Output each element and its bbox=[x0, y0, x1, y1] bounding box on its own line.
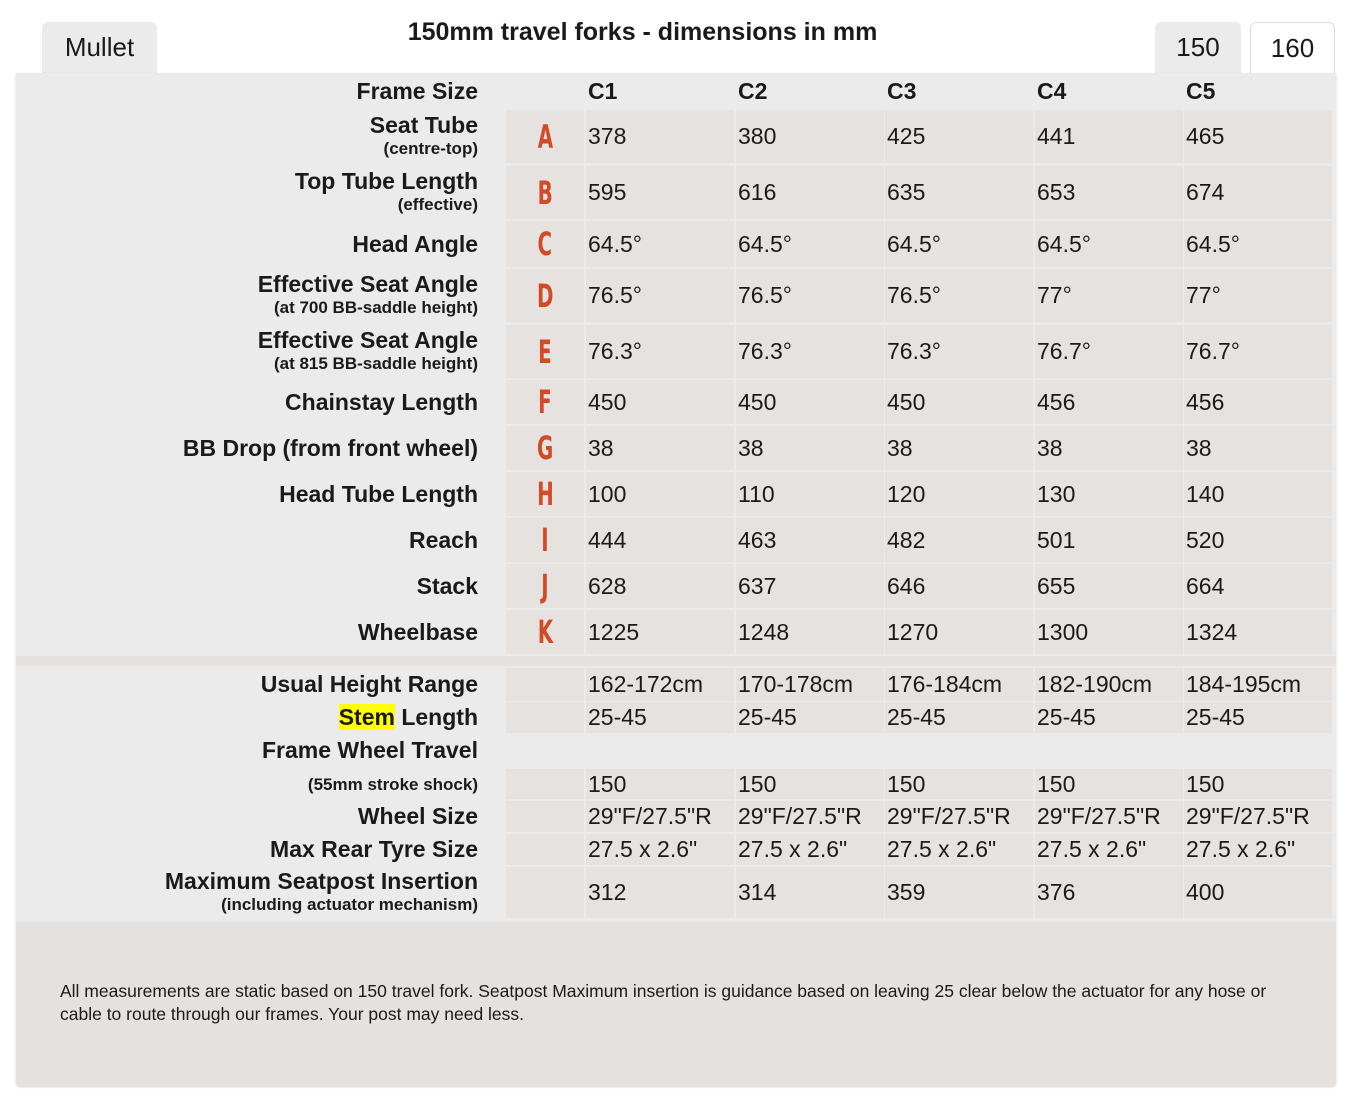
travel-c2: 150 bbox=[736, 769, 884, 799]
letter-spacer bbox=[506, 702, 584, 733]
tyre-c1: 27.5 x 2.6" bbox=[586, 834, 734, 865]
value-cell-c5: 38 bbox=[1184, 426, 1332, 470]
value-cell-c2: 64.5° bbox=[736, 221, 884, 267]
row-label-main: Effective Seat Angle bbox=[257, 271, 478, 297]
dimension-letter: C bbox=[537, 225, 553, 263]
row-label-sub: (at 700 BB-saddle height) bbox=[273, 298, 478, 317]
stem-length-row bbox=[16, 702, 1336, 733]
stem-c5: 25-45 bbox=[1184, 702, 1332, 733]
letter-spacer bbox=[506, 834, 584, 865]
dimension-letter-cell bbox=[506, 269, 584, 322]
dimension-letter-cell bbox=[506, 472, 584, 516]
value-cell-c3: 450 bbox=[885, 380, 1033, 424]
stem-length-label: Stem Length bbox=[338, 704, 478, 730]
value-cell-c4: 130 bbox=[1035, 472, 1183, 516]
row-label-sub: (effective) bbox=[397, 195, 478, 214]
row-label-sub: (centre-top) bbox=[383, 139, 478, 158]
value-cell-c1: 64.5° bbox=[586, 221, 734, 267]
size-header-c4: C4 bbox=[1037, 77, 1067, 104]
value-cell-c2: 76.3° bbox=[736, 325, 884, 378]
row-label bbox=[16, 166, 478, 219]
frame-size-header-row bbox=[16, 73, 1336, 109]
wheel-size-row bbox=[16, 801, 1336, 832]
value-cell-c1: 1225 bbox=[586, 610, 734, 654]
value-cell-c5: 664 bbox=[1184, 564, 1332, 608]
tab-160[interactable]: 160 bbox=[1250, 22, 1335, 73]
dimension-letter: I bbox=[541, 521, 549, 559]
page-title: 150mm travel forks - dimensions in mm bbox=[407, 18, 878, 46]
dimension-letter: G bbox=[536, 429, 554, 467]
value-cell-c2: 76.5° bbox=[736, 269, 884, 322]
value-cell-c4: 653 bbox=[1035, 166, 1183, 219]
value-cell-c2: 380 bbox=[736, 110, 884, 163]
max-rear-tyre-label: Max Rear Tyre Size bbox=[270, 836, 478, 862]
value-cell-c3: 1270 bbox=[885, 610, 1033, 654]
row-label bbox=[16, 564, 478, 608]
value-cell-c3: 120 bbox=[885, 472, 1033, 516]
seatpost-insertion-sublabel: (including actuator mechanism) bbox=[221, 895, 478, 914]
value-cell-c4: 76.7° bbox=[1035, 325, 1183, 378]
dimension-letter: B bbox=[537, 173, 553, 212]
row-label-main: Top Tube Length bbox=[294, 168, 478, 194]
value-cell-c1: 100 bbox=[586, 472, 734, 516]
wheel-size-c2: 29"F/27.5"R bbox=[736, 801, 884, 832]
geometry-row bbox=[16, 166, 1336, 219]
dimension-letter: D bbox=[536, 276, 554, 315]
value-cell-c5: 1324 bbox=[1184, 610, 1332, 654]
value-cell-c1: 444 bbox=[586, 518, 734, 562]
wheel-size-c5: 29"F/27.5"R bbox=[1184, 801, 1332, 832]
value-cell-c4: 64.5° bbox=[1035, 221, 1183, 267]
travel-c5: 150 bbox=[1184, 769, 1332, 799]
stem-c1: 25-45 bbox=[586, 702, 734, 733]
size-header-c2: C2 bbox=[738, 77, 768, 104]
frame-wheel-travel-sublabel: (55mm stroke shock) bbox=[307, 775, 478, 794]
geometry-row bbox=[16, 518, 1336, 562]
value-cell-c1: 76.3° bbox=[586, 325, 734, 378]
dimension-letter-cell bbox=[506, 610, 584, 654]
value-cell-c4: 456 bbox=[1035, 380, 1183, 424]
dimension-letter-cell bbox=[506, 380, 584, 424]
tab-150[interactable]: 150 bbox=[1155, 22, 1241, 73]
travel-c3: 150 bbox=[885, 769, 1033, 799]
dimension-letter: H bbox=[536, 475, 554, 513]
geometry-row bbox=[16, 110, 1336, 163]
tyre-c3: 27.5 x 2.6" bbox=[885, 834, 1033, 865]
letter-spacer bbox=[506, 769, 584, 799]
letter-spacer bbox=[506, 668, 584, 701]
wheel-size-c4: 29"F/27.5"R bbox=[1035, 801, 1183, 832]
value-cell-c4: 655 bbox=[1035, 564, 1183, 608]
value-cell-c4: 501 bbox=[1035, 518, 1183, 562]
travel-c4: 150 bbox=[1035, 769, 1183, 799]
value-cell-c1: 595 bbox=[586, 166, 734, 219]
dimension-letter-cell bbox=[506, 426, 584, 470]
seatpost-c3: 359 bbox=[885, 867, 1033, 918]
dimension-letter-cell bbox=[506, 518, 584, 562]
value-cell-c5: 140 bbox=[1184, 472, 1332, 516]
row-label bbox=[16, 221, 478, 267]
seatpost-insertion-label: Maximum Seatpost Insertion bbox=[164, 868, 478, 894]
stem-c4: 25-45 bbox=[1035, 702, 1183, 733]
value-cell-c5: 64.5° bbox=[1184, 221, 1332, 267]
stem-highlight: Stem bbox=[338, 704, 395, 730]
dimension-letter-cell bbox=[506, 221, 584, 267]
tyre-c4: 27.5 x 2.6" bbox=[1035, 834, 1183, 865]
value-cell-c1: 450 bbox=[586, 380, 734, 424]
value-cell-c4: 77° bbox=[1035, 269, 1183, 322]
row-label bbox=[16, 325, 478, 378]
height-c3: 176-184cm bbox=[885, 668, 1033, 701]
row-label-main: Wheelbase bbox=[357, 618, 478, 645]
value-cell-c4: 1300 bbox=[1035, 610, 1183, 654]
row-label bbox=[16, 110, 478, 163]
row-label bbox=[16, 610, 478, 654]
frame-wheel-travel-label: Frame Wheel Travel bbox=[261, 737, 478, 763]
value-cell-c5: 77° bbox=[1184, 269, 1332, 322]
row-label-main: BB Drop (from front wheel) bbox=[182, 434, 478, 461]
geometry-row bbox=[16, 426, 1336, 470]
value-cell-c5: 456 bbox=[1184, 380, 1332, 424]
row-label bbox=[16, 472, 478, 516]
value-cell-c5: 465 bbox=[1184, 110, 1332, 163]
wheel-size-label: Wheel Size bbox=[357, 803, 478, 829]
value-cell-c3: 646 bbox=[885, 564, 1033, 608]
row-label-main: Reach bbox=[408, 526, 478, 553]
seatpost-c1: 312 bbox=[586, 867, 734, 918]
travel-c1: 150 bbox=[586, 769, 734, 799]
height-range-row bbox=[16, 668, 1336, 701]
row-label bbox=[16, 380, 478, 424]
row-label-sub: (at 815 BB-saddle height) bbox=[273, 354, 478, 373]
value-cell-c4: 441 bbox=[1035, 110, 1183, 163]
dimension-letter-cell bbox=[506, 325, 584, 378]
letter-spacer bbox=[506, 867, 584, 918]
max-rear-tyre-row bbox=[16, 834, 1336, 865]
value-cell-c2: 110 bbox=[736, 472, 884, 516]
geometry-row bbox=[16, 325, 1336, 378]
geometry-row bbox=[16, 380, 1336, 424]
row-label-main: Stack bbox=[416, 572, 478, 599]
dimension-letter-cell bbox=[506, 564, 584, 608]
frame-wheel-travel-row bbox=[16, 735, 1336, 799]
stem-c3: 25-45 bbox=[885, 702, 1033, 733]
height-c4: 182-190cm bbox=[1035, 668, 1183, 701]
geometry-row bbox=[16, 472, 1336, 516]
geometry-row bbox=[16, 564, 1336, 608]
value-cell-c2: 463 bbox=[736, 518, 884, 562]
frame-size-label: Frame Size bbox=[356, 77, 478, 104]
value-cell-c3: 64.5° bbox=[885, 221, 1033, 267]
row-label bbox=[16, 518, 478, 562]
value-cell-c3: 425 bbox=[885, 110, 1033, 163]
value-cell-c2: 1248 bbox=[736, 610, 884, 654]
value-cell-c1: 378 bbox=[586, 110, 734, 163]
value-cell-c5: 520 bbox=[1184, 518, 1332, 562]
height-c1: 162-172cm bbox=[586, 668, 734, 701]
seatpost-c2: 314 bbox=[736, 867, 884, 918]
dimension-letter: F bbox=[538, 383, 552, 421]
row-label bbox=[16, 269, 478, 322]
geometry-row bbox=[16, 610, 1336, 654]
height-c5: 184-195cm bbox=[1184, 668, 1332, 701]
value-cell-c3: 76.5° bbox=[885, 269, 1033, 322]
value-cell-c2: 616 bbox=[736, 166, 884, 219]
size-header-c1: C1 bbox=[588, 77, 618, 104]
value-cell-c1: 38 bbox=[586, 426, 734, 470]
height-range-label: Usual Height Range bbox=[260, 671, 478, 697]
section-divider bbox=[16, 656, 1336, 666]
size-header-c5: C5 bbox=[1186, 77, 1216, 104]
value-cell-c5: 674 bbox=[1184, 166, 1332, 219]
row-label-main: Effective Seat Angle bbox=[257, 327, 478, 353]
tab-mullet[interactable]: Mullet bbox=[42, 22, 157, 73]
value-cell-c2: 637 bbox=[736, 564, 884, 608]
row-label bbox=[16, 426, 478, 470]
stem-c2: 25-45 bbox=[736, 702, 884, 733]
tyre-c5: 27.5 x 2.6" bbox=[1184, 834, 1332, 865]
value-cell-c1: 628 bbox=[586, 564, 734, 608]
row-label-main: Chainstay Length bbox=[285, 388, 478, 415]
dimension-letter: E bbox=[538, 332, 552, 371]
tyre-c2: 27.5 x 2.6" bbox=[736, 834, 884, 865]
size-header-c3: C3 bbox=[887, 77, 917, 104]
height-c2: 170-178cm bbox=[736, 668, 884, 701]
letter-spacer bbox=[506, 801, 584, 832]
seatpost-c5: 400 bbox=[1184, 867, 1332, 918]
value-cell-c3: 482 bbox=[885, 518, 1033, 562]
dimension-letter: A bbox=[537, 117, 553, 156]
value-cell-c2: 450 bbox=[736, 380, 884, 424]
value-cell-c3: 76.3° bbox=[885, 325, 1033, 378]
footnote: All measurements are static based on 150 travel fork. Seatpost Maximum insertion is guidance based on leaving 25 clear below the actuator for any hose or cable to route through our frames. Your post may need less. bbox=[60, 981, 1267, 1024]
geometry-panel bbox=[16, 73, 1336, 1086]
seatpost-c4: 376 bbox=[1035, 867, 1183, 918]
dimension-letter-cell bbox=[506, 166, 584, 219]
value-cell-c5: 76.7° bbox=[1184, 325, 1332, 378]
wheel-size-c3: 29"F/27.5"R bbox=[885, 801, 1033, 832]
row-label-main: Head Tube Length bbox=[279, 480, 478, 507]
value-cell-c2: 38 bbox=[736, 426, 884, 470]
geometry-row bbox=[16, 221, 1336, 267]
value-cell-c3: 38 bbox=[885, 426, 1033, 470]
dimension-letter: J bbox=[541, 567, 549, 605]
geometry-row bbox=[16, 269, 1336, 322]
value-cell-c3: 635 bbox=[885, 166, 1033, 219]
wheel-size-c1: 29"F/27.5"R bbox=[586, 801, 734, 832]
seatpost-insertion-row bbox=[16, 867, 1336, 918]
row-label-main: Seat Tube bbox=[369, 112, 478, 138]
row-label-main: Head Angle bbox=[352, 230, 478, 257]
dimension-letter-cell bbox=[506, 110, 584, 163]
value-cell-c1: 76.5° bbox=[586, 269, 734, 322]
dimension-letter: K bbox=[537, 613, 553, 651]
value-cell-c4: 38 bbox=[1035, 426, 1183, 470]
